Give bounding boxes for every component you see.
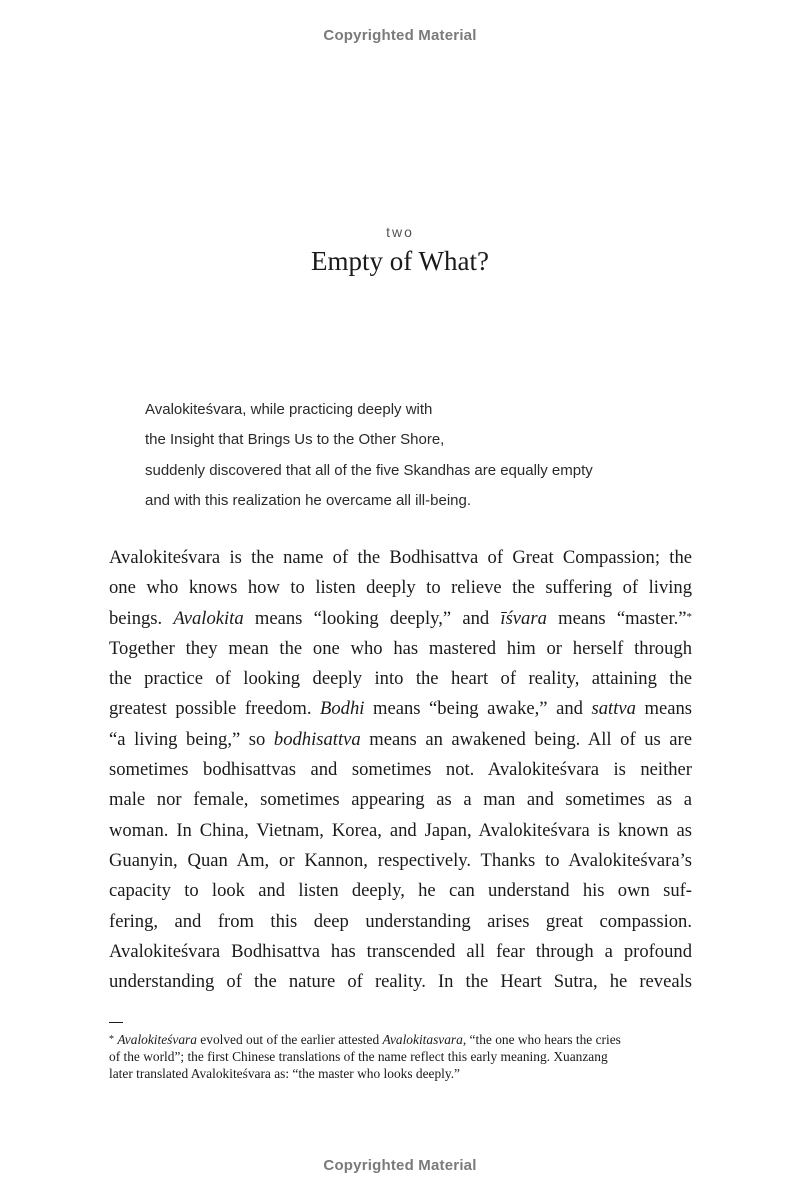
epigraph-line: the Insight that Brings Us to the Other Shore, <box>145 431 445 449</box>
italic-term: bodhisattva <box>273 728 361 750</box>
body-line <box>109 694 692 724</box>
italic-term: Avalokitasvara <box>382 1032 463 1047</box>
footnote <box>109 1031 692 1082</box>
epigraph-line: Avalokiteśvara, while practicing deeply with <box>145 401 433 418</box>
chapter-number: two <box>386 224 414 240</box>
chapter-title: Empty of What? <box>311 246 489 276</box>
text-run: the practice of looking deeply into the heart of reality, attaining the <box>109 668 692 690</box>
epigraph <box>145 395 705 516</box>
copyright-footer: Copyrighted Material <box>323 1157 477 1174</box>
text-run: evolved out of the earlier attested <box>196 1032 383 1047</box>
text-run: means an awakened being. All of us are <box>360 728 692 750</box>
text-run: means “master.” <box>546 607 687 629</box>
italic-term: Avalokita <box>173 607 244 629</box>
body-line <box>109 573 692 603</box>
text-run: later translated Avalokiteśvara as: “the master who looks deeply.” <box>109 1066 461 1081</box>
text-run: capacity to look and listen deeply, he can understand his own suf- <box>109 880 692 902</box>
body-line <box>109 846 692 876</box>
body-line <box>109 634 692 664</box>
footnote-line <box>109 1031 692 1048</box>
text-run: sometimes bodhisattvas and sometimes not. Avalokiteśvara is neither <box>109 759 692 781</box>
text-run: of the world”; the first Chinese translations of the name reflect this early meaning. Xuanzang <box>109 1049 608 1064</box>
text-run: greatest possible freedom. <box>109 698 321 720</box>
italic-term: sattva <box>591 698 636 720</box>
text-run: , “the one who hears the cries <box>462 1032 621 1047</box>
footnote-marker: * <box>686 610 693 623</box>
epigraph-line: and with this realization he overcame all ill-being. <box>145 491 472 509</box>
footnote-line <box>109 1065 692 1082</box>
body-line <box>109 604 692 634</box>
epigraph-line: suddenly discovered that all of the five Skandhas are equally empty <box>145 461 593 479</box>
footnote-marker: * <box>109 1034 114 1045</box>
text-run: woman. In China, Vietnam, Korea, and Japan, Avalokiteśvara is known as <box>109 819 692 841</box>
text-run: “a living being,” so <box>109 728 274 750</box>
body-line <box>109 937 692 967</box>
text-run: Avalokiteśvara is the name of the Bodhisattva of Great Compassion; the <box>109 547 692 568</box>
body-line <box>109 785 692 815</box>
body-paragraph <box>109 543 692 997</box>
body-line <box>109 543 692 573</box>
italic-term: īśvara <box>500 607 547 629</box>
body-line <box>109 725 692 755</box>
body-line <box>109 907 692 937</box>
italic-term: Avalokiteśvara <box>117 1032 197 1047</box>
footnote-line <box>109 1048 692 1065</box>
body-line <box>109 816 692 846</box>
body-line <box>109 664 692 694</box>
text-run: means <box>635 698 692 720</box>
copyright-header: Copyrighted Material <box>323 27 477 44</box>
text-run: Guanyin, Quan Am, or Kannon, respectively. Thanks to Avalokiteśvara’s <box>109 849 692 871</box>
text-run: means “being awake,” and <box>364 698 592 720</box>
text-run: Avalokiteśvara Bodhisattva has transcended all fear through a profound <box>109 940 692 962</box>
text-run: Together they mean the one who has mastered him or herself through <box>109 637 692 659</box>
footnote-divider <box>109 1022 123 1023</box>
text-run: beings. <box>109 607 174 629</box>
body-line <box>109 755 692 785</box>
text-run: one who knows how to listen deeply to relieve the suffering of living <box>109 577 692 599</box>
body-line <box>109 876 692 906</box>
text-run: means “looking deeply,” and <box>243 607 501 629</box>
italic-term: Bodhi <box>320 698 365 720</box>
text-run: understanding of the nature of reality. In the Heart Sutra, he reveals <box>109 971 692 993</box>
text-run: male nor female, sometimes appearing as a man and sometimes as a <box>109 789 692 811</box>
body-line <box>109 967 692 997</box>
text-run: fering, and from this deep understanding arises great compassion. <box>109 910 692 932</box>
